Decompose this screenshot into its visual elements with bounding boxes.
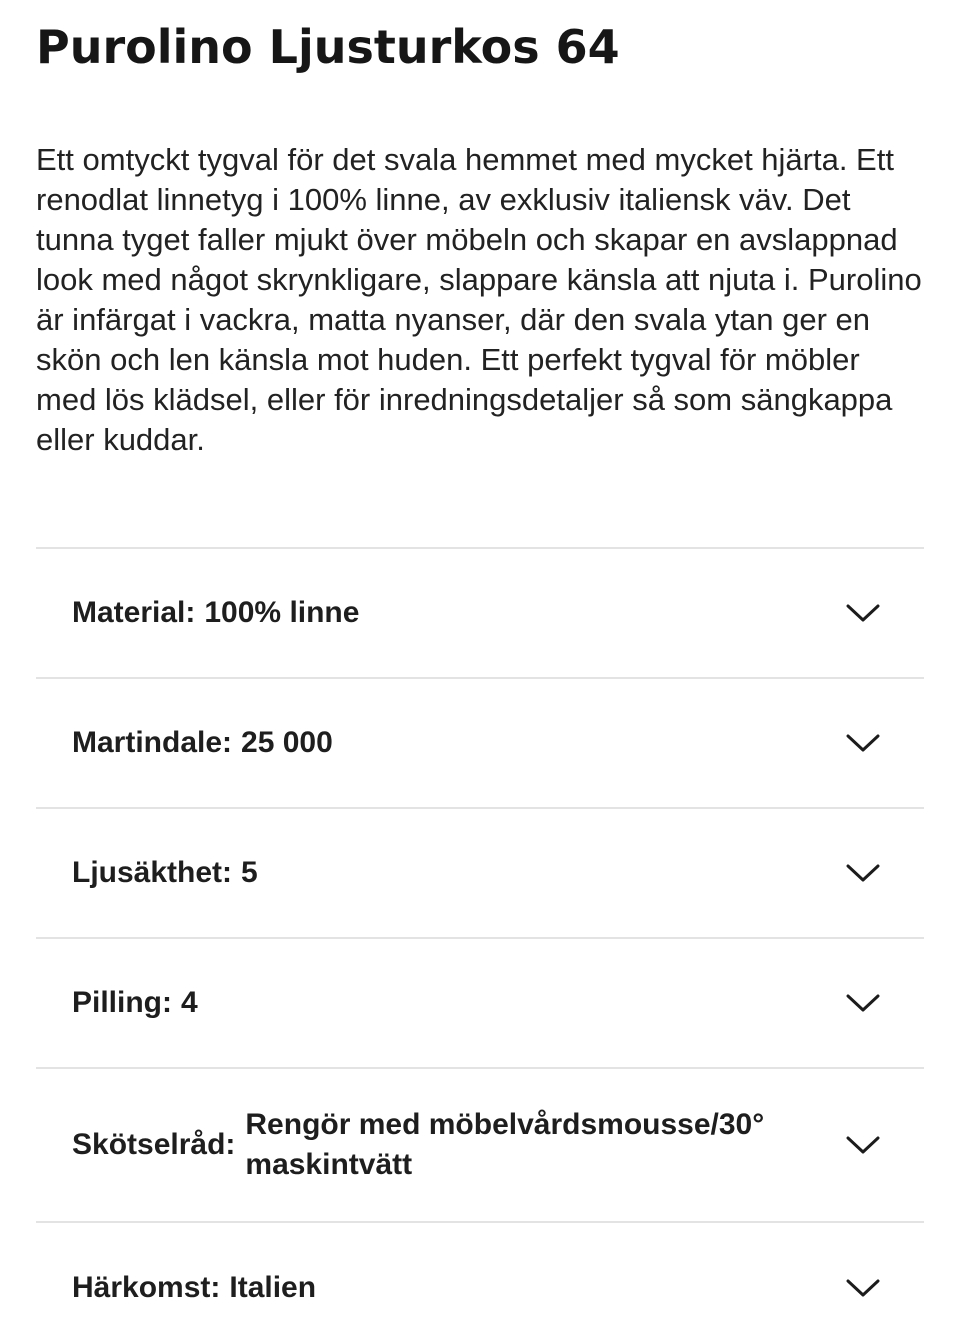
spec-text xyxy=(72,596,888,630)
spec-row-pilling[interactable] xyxy=(36,939,924,1069)
spec-value: Rengör med möbelvårdsmousse/30° maskintvätt xyxy=(245,1108,765,1181)
chevron-down-icon[interactable] xyxy=(846,733,880,753)
product-title: Purolino Ljusturkos 64 xyxy=(36,20,620,74)
spec-row-ljusakthet[interactable] xyxy=(36,809,924,939)
spec-text xyxy=(72,1271,888,1305)
spec-accordion-list xyxy=(36,547,924,1336)
spec-text xyxy=(72,1105,888,1185)
chevron-down-icon[interactable] xyxy=(846,603,880,623)
spec-label: Pilling: xyxy=(72,986,172,1019)
chevron-down-icon[interactable] xyxy=(846,863,880,883)
spec-row-martindale[interactable] xyxy=(36,679,924,809)
spec-row-material[interactable] xyxy=(36,549,924,679)
chevron-down-icon[interactable] xyxy=(846,1135,880,1155)
spec-row-skotselrad[interactable] xyxy=(36,1069,924,1223)
spec-label: Härkomst: xyxy=(72,1271,221,1304)
spec-label: Martindale: xyxy=(72,726,233,759)
spec-value: 5 xyxy=(241,856,258,889)
spec-value: 25 000 xyxy=(241,726,333,759)
spec-text xyxy=(72,726,888,760)
spec-value: Italien xyxy=(229,1271,317,1304)
spec-label: Skötselråd: xyxy=(72,1128,236,1161)
spec-text xyxy=(72,986,888,1020)
product-description: Ett omtyckt tygval för det svala hemmet med mycket hjärta. Ett renodlat linnetyg i 100% linne, av exklusiv italiensk väv. Det tunna tyget faller mjukt över möbeln och skapar en avslappnad look med något skrynkligare, slappare känsla att njuta i. Purolino är infärgat i vackra, matta nyanser, där den svala ytan ger en skön och len känsla mot huden. Ett perfekt tygval för möbler med lös klädsel, eller för inredningsdetaljer så som sängkappa eller kuddar. xyxy=(36,142,922,457)
spec-label: Ljusäkthet: xyxy=(72,856,233,889)
spec-value: 4 xyxy=(181,986,198,1019)
chevron-down-icon[interactable] xyxy=(846,993,880,1013)
spec-value: 100% linne xyxy=(204,596,360,629)
chevron-down-icon[interactable] xyxy=(846,1278,880,1298)
spec-row-harkomst[interactable] xyxy=(36,1223,924,1336)
spec-text xyxy=(72,856,888,890)
spec-label: Material: xyxy=(72,596,196,629)
